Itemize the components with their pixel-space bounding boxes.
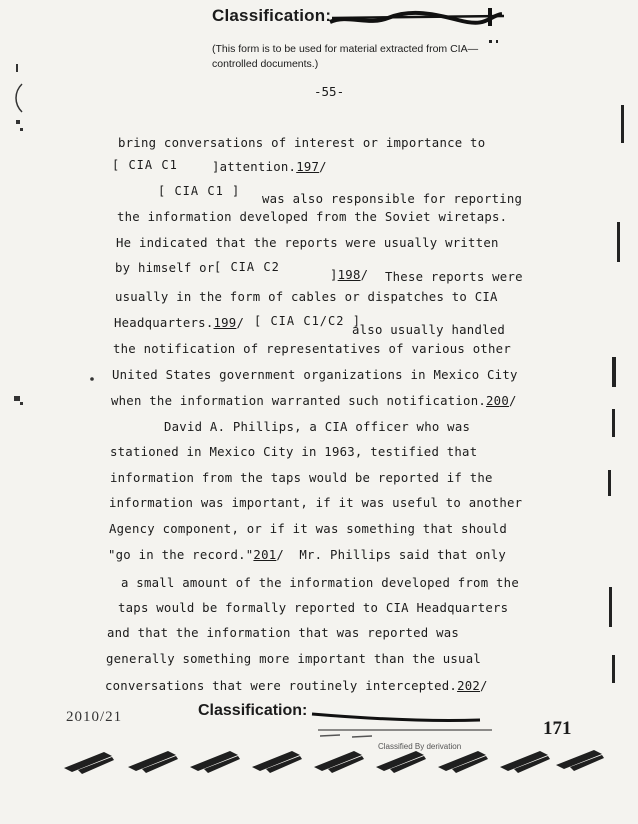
body-line-8: usually in the form of cables or dispatches to CIA (115, 290, 498, 304)
body-line-12: United States government organizations in Mexico City (112, 368, 518, 382)
footer-page-number: 171 (543, 718, 572, 739)
footnote-198: 198 (337, 268, 361, 282)
footer-classification-label: Classification: (198, 702, 308, 719)
body-line-22: and that the information that was reported was (107, 626, 460, 640)
footer-date-stamp: 2010/21 (66, 709, 123, 725)
body-line-13: when the information warranted such notification.200/ (111, 394, 517, 408)
page-number: -55- (314, 84, 345, 99)
header-classification-label: Classification: (212, 6, 332, 25)
body-line-23: generally something more important than the usual (106, 652, 482, 666)
body-line-15: stationed in Mexico City in 1963, testified that (110, 445, 478, 459)
footnote-197: 197 (296, 160, 320, 174)
body-line-4: the information developed from the Soviet wiretaps. (117, 210, 508, 224)
bracket-close: ] (330, 268, 338, 282)
footnote-199: 199 (213, 316, 237, 330)
body-line-1: bring conversations of interest or importance to (118, 136, 486, 150)
body-line-6b: ]198/ (330, 268, 369, 282)
body-line-6: by himself or (115, 261, 215, 275)
body-line-19: "go in the record."201/ Mr. Phillips said that only (108, 548, 506, 562)
body-line-11: the notification of representatives of various other (113, 342, 511, 356)
body-line-3: was also responsible for reporting (262, 192, 523, 206)
body-line-10: also usually handled (352, 323, 506, 337)
body-line-5: He indicated that the reports were usually written (116, 236, 499, 250)
footnote-200: 200 (486, 394, 509, 408)
handwritten-cia-c2: [ CIA C2 (214, 260, 280, 274)
body-line-2: ]attention.197/ (212, 160, 327, 174)
left-margin-marks (14, 64, 94, 405)
handwritten-cia-c1-c2: [ CIA C1/C2 ] (254, 314, 361, 328)
body-line-20: a small amount of the information developed from the (121, 576, 519, 590)
header-redaction-scribble (328, 6, 508, 30)
body-line-9: Headquarters.199/ (114, 316, 245, 330)
handwritten-cia-c1-b: [ CIA C1 ] (158, 184, 241, 198)
body-line-16: information from the taps would be reported if the (110, 471, 493, 485)
footer-redaction-line (312, 714, 480, 721)
bottom-hatch-bars (64, 750, 604, 774)
footer-derivation-text: Classified By derivation (378, 742, 462, 751)
body-line-7: These reports were (385, 270, 523, 284)
footnote-201: 201 (253, 548, 277, 562)
body-line-21: taps would be formally reported to CIA Headquarters (118, 601, 509, 615)
body-line-24: conversations that were routinely intercepted.202/ (105, 679, 488, 693)
handwritten-cia-c1-a: [ CIA C1 (112, 158, 178, 172)
footnote-202: 202 (457, 679, 481, 693)
body-line-14: David A. Phillips, a CIA officer who was (164, 420, 471, 434)
body-line-17: information was important, if it was useful to another (109, 496, 523, 510)
form-usage-note: (This form is to be used for material extracted from CIA—controlled documents.) (212, 43, 479, 70)
body-line-18: Agency component, or if it was something that should (109, 522, 507, 536)
bracket-close: ] (212, 160, 220, 174)
